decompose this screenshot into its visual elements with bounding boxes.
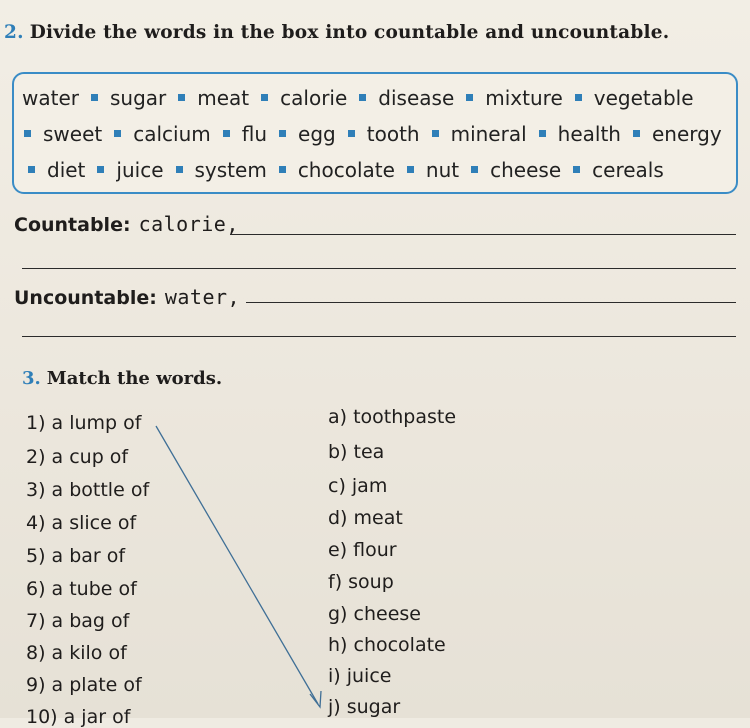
box-word: mixture xyxy=(485,86,563,110)
box-word: diet xyxy=(47,158,86,182)
countable-label: Countable: xyxy=(14,214,131,236)
exercise-3-title: Match the words. xyxy=(46,368,223,389)
box-word: water xyxy=(22,86,79,110)
box-word: sugar xyxy=(109,86,167,110)
box-word: cereals xyxy=(592,158,664,182)
countable-answer: calorie, xyxy=(138,212,239,236)
match-left-item: 7) a bag of xyxy=(26,610,130,632)
box-word: nut xyxy=(425,158,460,182)
match-left-item: 3) a bottle of xyxy=(26,479,150,501)
match-right-item: a) toothpaste xyxy=(328,406,457,428)
match-connector-line xyxy=(156,426,318,704)
match-left-item: 1) a lump of xyxy=(26,412,142,434)
match-left-item: 6) a tube of xyxy=(26,578,137,600)
match-left-item: 4) a slice of xyxy=(26,512,137,534)
match-right-item: e) flour xyxy=(328,539,397,561)
match-left-item: 10) a jar of xyxy=(26,706,131,728)
box-word: disease xyxy=(378,86,455,110)
match-right-item: d) meat xyxy=(328,507,403,529)
match-left-item: 2) a cup of xyxy=(26,446,129,468)
match-left-item: 8) a kilo of xyxy=(26,642,127,664)
box-word: mineral xyxy=(450,122,527,146)
match-left-item: 9) a plate of xyxy=(26,674,142,696)
box-word: meat xyxy=(197,86,250,110)
box-word: tooth xyxy=(366,122,420,146)
box-word: egg xyxy=(298,122,336,146)
match-left-item: 5) a bar of xyxy=(26,545,126,567)
box-word: flu xyxy=(241,122,268,146)
box-word: system xyxy=(194,158,267,182)
box-word: vegetable xyxy=(593,86,694,110)
match-right-item: i) juice xyxy=(328,665,392,687)
uncountable-label: Uncountable: xyxy=(14,287,157,309)
uncountable-answer: water, xyxy=(164,285,241,309)
box-word: calorie xyxy=(280,86,348,110)
exercise-2-number: 2. xyxy=(4,22,24,43)
match-right-item: f) soup xyxy=(328,571,394,593)
box-word: energy xyxy=(651,122,722,146)
box-word: juice xyxy=(116,158,164,182)
box-word: sweet xyxy=(43,122,103,146)
exercise-2-title: Divide the words in the box into countable and uncountable. xyxy=(29,22,670,43)
box-word: cheese xyxy=(490,158,562,182)
box-word: chocolate xyxy=(297,158,395,182)
match-right-item: c) jam xyxy=(328,475,388,497)
match-right-item: h) chocolate xyxy=(328,634,446,656)
match-right-item: g) cheese xyxy=(328,603,421,625)
match-right-item: b) tea xyxy=(328,441,385,463)
box-word: health xyxy=(557,122,621,146)
exercise-3-number: 3. xyxy=(22,368,41,389)
match-right-item: j) sugar xyxy=(328,696,401,718)
box-word: calcium xyxy=(133,122,211,146)
